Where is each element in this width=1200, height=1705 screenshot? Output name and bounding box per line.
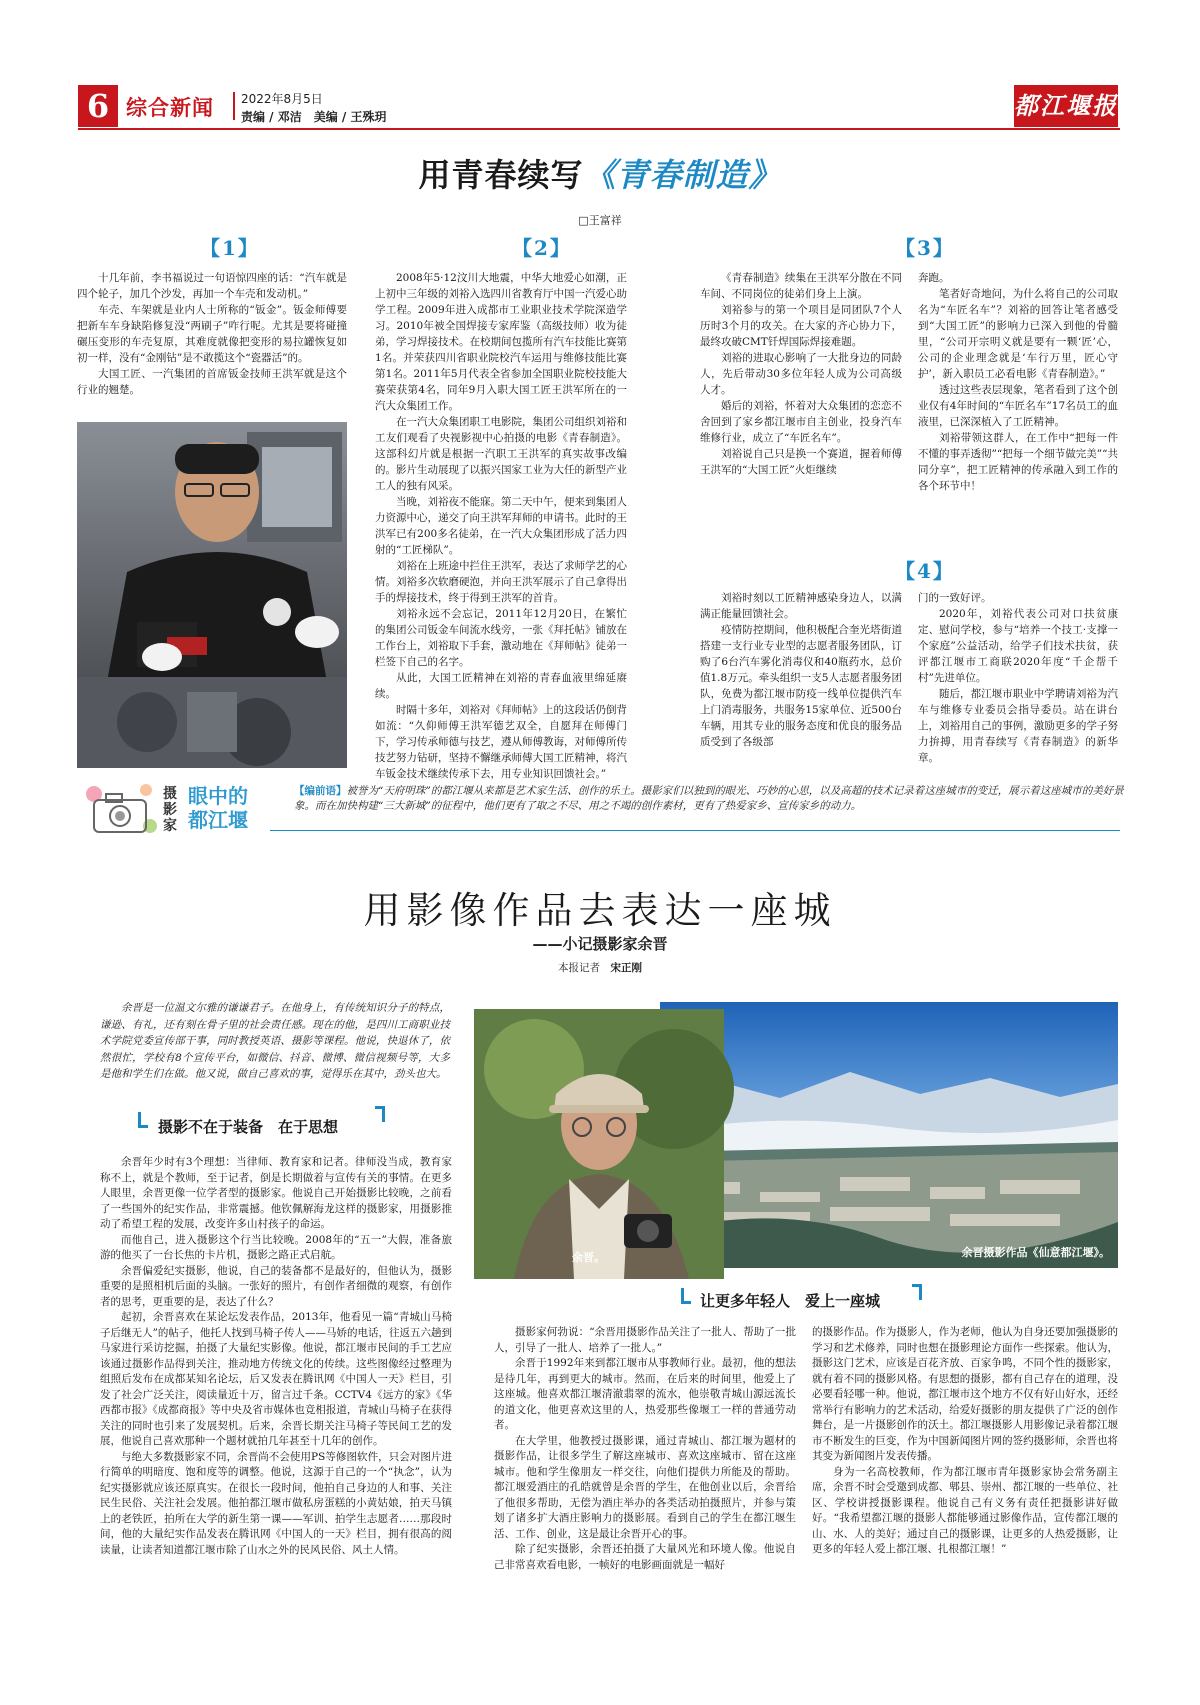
article2-subtitle: ——小记摄影家余晋 bbox=[532, 935, 668, 953]
paragraph: 与绝大多数摄影家不同，余晋尚不会使用PS等修图软件，只会对图片进行简单的明暗度、饱和度等的调整。他说，这源于自己的一个“执念”，认为纪实摄影就应该还原真实。在很长一段时间，他拍自己身边的人和事、关注民生民俗、关注社会发展。他拍都江堰市做私房蛋糕的小黄姑娘，拍天马镇上的老铁匠，拍所在大学的新生第一课——军训、拍学生志愿者……那段时间，他的大量纪实作品发表在腾讯网《中国人的一天》栏目，拥有很高的阅读量，让读者知道都江堰市除了山水之外的民风民俗、风土人情。 bbox=[100, 1450, 452, 1556]
worker-photo-illustration bbox=[77, 422, 347, 768]
article1-title-prefix: 用青春续写 bbox=[418, 156, 584, 194]
subhead-1: 摄影不在于装备 在于思想 bbox=[158, 1118, 339, 1136]
paragraph: 起初，余晋喜欢在某论坛发表作品，2013年，他看见一篇“青城山马椅子后继无人”的帖子，他托人找到马椅子传人——马娇的电话，往返五六趟到马家进行采访挖掘，拍摄了大量纪实影像。他说，都江堰市民间的手工艺应该通过摄影作品得到关注，推动地方传统文化的传续。这些图像经过整理为组照后发布在成都某知名论坛，后又发表在腾讯网《中国人一天》栏目，引发了社会广泛关注，阅读量近十万，留言过千条。CCTV4《远方的家》《华西都市报》《成都商报》等中央及省市媒体也竞相报道，青城山马椅子在获得关注的同时也引来了发展契机。后来，余晋长期关注马椅子等民间工艺的发展，他说自己喜欢那种一个题材就拍几年甚至十几年的创作。 bbox=[100, 1311, 452, 1447]
article1-column-2 bbox=[375, 270, 627, 780]
paragraph: 余晋于1992年来到都江堰市从事教师行业。最初，他的想法是待几年，再到更大的城市。然而，在后来的时间里，他爱上了这座城。他喜欢都江堰清澈翡翠的流水，他崇敬青城山源远流长的道文化，他更喜欢这里的人，热爱那些像堰工一样的普通劳动者。 bbox=[494, 1357, 796, 1431]
paragraph: 2008年5·12汶川大地震，中华大地爱心如潮，正上初中三年级的刘裕入选四川省教育厅中国一汽爱心助学工程。2009年进入成都市工业职业技术学院深造学习。2010年被全国焊接专家库鉴（高级技师）收为徒弟，学习焊接技术。在校期间包揽所有汽车技能比赛第1名。并荣获四川省职业院校汽车运用与维修技能比赛第1名。2011年5月代表全省参加全国职业院校技能大赛荣获第4名，同年9月入职大国工匠王洪军所在的一汽大众集团工作。 bbox=[375, 272, 627, 412]
header-divider bbox=[233, 92, 235, 120]
byline-label: 本报记者 bbox=[558, 962, 600, 974]
section-marker-4: 【4】 bbox=[895, 559, 955, 583]
header-rule bbox=[78, 128, 1120, 130]
paragraph: 身为一名高校教师，作为都江堰市青年摄影家协会常务副主席，余晋不时会受邀到成都、郫县、崇州、都江堰的一些单位、社区、学校讲授摄影课程。他说自己有义务有责任把摄影讲好做好。“我希望都江堰的摄影人都能够通过影像作品，宣传都江堰的山、水、人的美好；通过自己的摄影课，让更多的人热爱摄影，让更多的年轻人爱上都江堰、扎根都江堰！” bbox=[812, 1465, 1118, 1555]
column-title: 眼中的都江堰 bbox=[188, 784, 248, 832]
page-number: 6 bbox=[78, 85, 118, 127]
paragraph: 除了纪实摄影，余晋还拍摄了大量风光和环境人像。他说自己非常喜欢看电影，一帧好的电影画面就是一幅好 bbox=[494, 1543, 796, 1571]
landscape-photo bbox=[660, 1002, 1118, 1268]
paragraph: 从此，大国工匠精神在刘裕的青春血液里绵延赓续。 bbox=[375, 672, 627, 700]
paragraph: 刘裕在上班途中拦住王洪军，表达了求师学艺的心情。刘裕多次软磨硬泡，并向王洪军展示了自己拿得出手的焊接技术，终于得到王洪军的首肯。 bbox=[375, 560, 627, 604]
paragraph: 疫情防控期间，他积极配合奎光塔街道搭建一支行业专业型的志愿者服务团队，订购了6台汽车雾化消毒仪和40瓶药水，总价值1.8万元。牵头组织一支5人志愿者服务团队，免费为都江堰市防疫一线单位提供汽车上门消毒服务，共服务15家单位、近500台车辆，用其专业的服务态度和优良的服务品质受到了各级部 bbox=[700, 624, 902, 748]
paragraph: 刘裕时刻以工匠精神感染身边人，以满满正能量回馈社会。 bbox=[700, 592, 902, 620]
paragraph: 当晚，刘裕夜不能寐。第二天中午，便来到集团人力资源中心，递交了向王洪军拜师的申请书。此时的王洪军已有200多名徒弟，在一汽大众集团形成了活力四射的“工匠梯队”。 bbox=[375, 496, 627, 556]
paragraph: 在一汽大众集团职工电影院，集团公司组织刘裕和工友们观看了央视影视中心拍摄的电影《青春制造》。这部科幻片就是根据一汽职工王洪军的真实故事改编的。影片生动展现了以振兴国家工业为大任的新型产业工人的独有风采。 bbox=[375, 416, 627, 492]
paragraph: 时隔十多年，刘裕对《拜师帖》上的这段话仍倒背如流：“久仰师傅王洪军德艺双全，自愿拜在师傅门下，学习传承师德与技艺，遵从师傅教诲，对师傅所传技艺努力钻研，坚持不懈继承师傅大国工匠精神，将汽车钣金技术继续传承下去，用专业知识回馈社会。” bbox=[375, 704, 627, 780]
subhead-bracket-left bbox=[681, 1288, 691, 1304]
article1-byline: □王富祥 bbox=[578, 214, 622, 227]
intro-paragraph: 余晋是一位温文尔雅的谦谦君子。在他身上，有传统知识分子的特点，谦逊、有礼，还有刻在骨子里的社会责任感。现在的他，是四川工商职业技术学院党委宣传部干事，同时教授英语、摄影等课程。他说，快退休了，依然很忙，学校有8个宣传平台，如微信、抖音、微博、微信视频号等，大多是他和学生们在做。他又说，做自己喜欢的事，觉得乐在其中，劲头也大。 bbox=[100, 1002, 450, 1080]
paragraph: 的摄影作品。作为摄影人，作为老师，他认为自身还要加强摄影的学习和艺术修养，同时也想在摄影理论方面作一些探索。他认为，摄影这门艺术，应该是百花齐放、百家争鸣，不同个性的摄影家，就有着不同的摄影风格。有思想的摄影，都有自己存在的道理，没必要看轻哪一种。他说，都江堰市这个地方不仅有好山好水，还经常举行有影响力的艺术活动，给爱好摄影的朋友提供了广泛的创作舞台，是一片摄影创作的沃土。都江堰摄影人用影像记录着都江堰市不断发生的巨变，作为中国新闻图片网的签约摄影师，余晋也将其变为新闻图片发表传播。 bbox=[812, 1326, 1118, 1462]
article2-column-2 bbox=[494, 1325, 796, 1670]
editor-note-label: 【编前语】 bbox=[294, 785, 347, 797]
article2-intro bbox=[100, 1000, 450, 1083]
paragraph: 十几年前，李书福说过一句语惊四座的话：“汽车就是四个轮子，加几个沙发，再加一个车壳和发动机。” bbox=[77, 272, 347, 300]
editor-note bbox=[294, 784, 1124, 814]
editor-credits: 责编 / 邓洁 美编 / 王殊玥 bbox=[241, 110, 387, 124]
paragraph: 大国工匠、一汽集团的首席钣金技师王洪军就是这个行业的翘楚。 bbox=[77, 368, 347, 396]
banner-rule bbox=[270, 830, 1120, 831]
article1-title bbox=[0, 150, 1200, 196]
article2-title: 用影像作品去表达一座城 bbox=[363, 889, 837, 932]
article2-byline bbox=[0, 960, 1200, 975]
subhead-bracket-right bbox=[375, 1106, 385, 1122]
worker-photo bbox=[77, 422, 347, 768]
section-marker-2: 【2】 bbox=[512, 236, 572, 260]
camera-icon bbox=[80, 780, 160, 840]
paragraph: 刘裕带领这群人，在工作中“把每一件不懂的事弄透彻”“把每一个细节做完美”“共同分享”，把工匠精神的传承融入到工作的各个环节中！ bbox=[918, 432, 1118, 492]
paragraph: 余晋年少时有3个理想：当律师、教育家和记者。律师没当成，教育家称不上，就是个教师，至于记者，倒是长期做着与宣传有关的事情。在更多人眼里，余晋更像一位学者型的摄影家。他说自己开始摄影比较晚，之前看了一些国外的纪实作品，非常震撼。他钦佩解海龙这样的摄影家，用摄影推动了希望工程的发展，改变许多山村孩子的命运。 bbox=[100, 1156, 452, 1230]
section-title: 综合新闻 bbox=[126, 96, 214, 120]
landscape-caption: 余晋摄影作品《仙意都江堰》。 bbox=[961, 1246, 1110, 1259]
article1-column-1 bbox=[77, 270, 347, 420]
editor-note-text: 被誉为“天府明珠”的都江堰从来都是艺术家生活、创作的乐土。摄影家们以独到的眼光、巧妙的心思，以及高超的技术记录着这座城市的变迁，展示着这座城市的美好景象。而在加快构建“三大新城”的征程中，他们更有了取之不尽、用之不竭的创作素材，更有了热爱家乡、宣传家乡的动力。 bbox=[294, 785, 1124, 812]
subhead-bracket-left bbox=[138, 1112, 148, 1128]
paragraph: 奔跑。 bbox=[918, 272, 950, 284]
portrait-photo bbox=[470, 1005, 720, 1275]
paragraph: 《青春制造》续集在王洪军分散在不同车间、不同岗位的徒弟们身上上演。 bbox=[700, 272, 902, 300]
paragraph: 笔者好奇地问，为什么将自己的公司取名为“车匠名车”？刘裕的回答让笔者感受到“大国工匠”的影响力已深入到他的骨髓里，“公司开宗明义就是要有一颗‘匠’心，公司的企业理念就是‘车行万里，匠心守护’，新入职员工必看电影《青春制造》。” bbox=[918, 288, 1118, 380]
article1-column-4 bbox=[918, 270, 1118, 540]
paragraph: 刘裕永远不会忘记，2011年12月20日，在繁忙的集团公司钣金车间流水线旁，一张《拜托帖》铺放在工作台上，刘裕取下手套，激动地在《拜师帖》徒弟一栏签下自己的名字。 bbox=[375, 608, 627, 668]
issue-date: 2022年8月5日 bbox=[241, 92, 323, 106]
paper-logo: 都江堰报 bbox=[1014, 85, 1118, 127]
article2-column-3 bbox=[812, 1325, 1118, 1670]
paragraph: 门的一致好评。 bbox=[918, 592, 992, 604]
portrait-photo-illustration bbox=[474, 1009, 724, 1279]
article1-column-3 bbox=[700, 270, 902, 540]
paragraph: 而他自己，进入摄影这个行当比较晚。2008年的“五一”大假，准备旅游的他买了一台长焦的卡片机，摄影之路正式启航。 bbox=[100, 1233, 452, 1261]
paragraph: 刘裕说自己只是换一个赛道，握着师傅王洪军的“大国工匠”火炬继续 bbox=[700, 448, 902, 476]
subhead-2: 让更多年轻人 爱上一座城 bbox=[700, 1292, 881, 1310]
section-marker-3: 【3】 bbox=[895, 236, 955, 260]
paragraph: 余晋偏爱纪实摄影，他说，自己的装备都不是最好的，但他认为，摄影重要的是照相机后面的头脑。一张好的照片，有创作者细微的观察，有创作者的思考，更重要的是，表达了什么？ bbox=[100, 1264, 452, 1308]
landscape-photo-illustration bbox=[660, 1002, 1118, 1268]
article1-column-4b bbox=[918, 590, 1118, 770]
paragraph: 婚后的刘裕，怀着对大众集团的恋恋不舍回到了家乡都江堰市自主创业，投身汽车维修行业，成立了“车匠名车”。 bbox=[700, 400, 902, 444]
paragraph: 透过这些表层现象，笔者看到了这个创业仅有4年时间的“车匠名车”17名员工的血液里，已深深植入了工匠精神。 bbox=[918, 384, 1118, 428]
subhead-bracket-right bbox=[912, 1284, 922, 1300]
portrait-caption: 余晋。 bbox=[572, 1251, 605, 1264]
paragraph: 车壳、车架就是业内人士所称的“钣金”。钣金师傅要把新车车身缺陷修复没“两刷子”咋行呢。尤其是要将碰撞碾压变形的车壳复原，其难度就像把变形的易拉罐恢复如初一样，没有“金刚钻”是不敢揽这个“瓷器活”的。 bbox=[77, 304, 347, 364]
paragraph: 刘裕的进取心影响了一大批身边的同龄人，先后带动30多位年轻人成为公司高级人才。 bbox=[700, 352, 902, 396]
paragraph: 2020年，刘裕代表公司对口扶贫康定、慰问学校，参与“培养一个技工·支撑一个家庭”公益活动，给学子们技术扶贫，获评都江堰市工商联2020年度“千企帮千村”先进单位。 bbox=[918, 608, 1118, 684]
article1-title-highlight: 《青春制造》 bbox=[583, 156, 782, 194]
section-marker-1: 【1】 bbox=[200, 236, 260, 260]
paragraph: 摄影家何勃说：“余晋用摄影作品关注了一批人、帮助了一批人，引导了一批人、培养了一批人。” bbox=[494, 1326, 796, 1354]
paragraph: 随后，都江堰市职业中学聘请刘裕为汽车与维修专业委员会指导委员。站在讲台上，刘裕用自己的事例，激励更多的学子努力拚搏，用青春续写《青春制造》的新华章。 bbox=[918, 688, 1118, 764]
byline-name: 宋正刚 bbox=[610, 962, 642, 974]
article1-column-3b bbox=[700, 590, 902, 770]
paragraph: 在大学里，他教授过摄影课，通过青城山、都江堰为题材的摄影作品，让很多学生了解这座城市、喜欢这座城市、留在这座城市。他和学生像朋友一样交往，向他们提供力所能及的帮助。都江堰爱酒庄的孔皓就曾是余晋的学生，在他创业以后，余晋给了他很多帮助，无偿为酒庄举办的各类活动拍摄照片，并参与策划了诸多扩大酒庄影响力的摄影展。看到自己的学生在都江堰生活、工作、创业，这是最让余晋开心的事。 bbox=[494, 1434, 796, 1540]
column-label: 摄影家 bbox=[163, 786, 177, 834]
article2-column-1 bbox=[100, 1155, 452, 1660]
paragraph: 刘裕参与的第一个项目是同团队7个人历时3个月的攻关。在大家的齐心协力下，最终攻破CMT钎焊国际焊接难题。 bbox=[700, 304, 902, 348]
